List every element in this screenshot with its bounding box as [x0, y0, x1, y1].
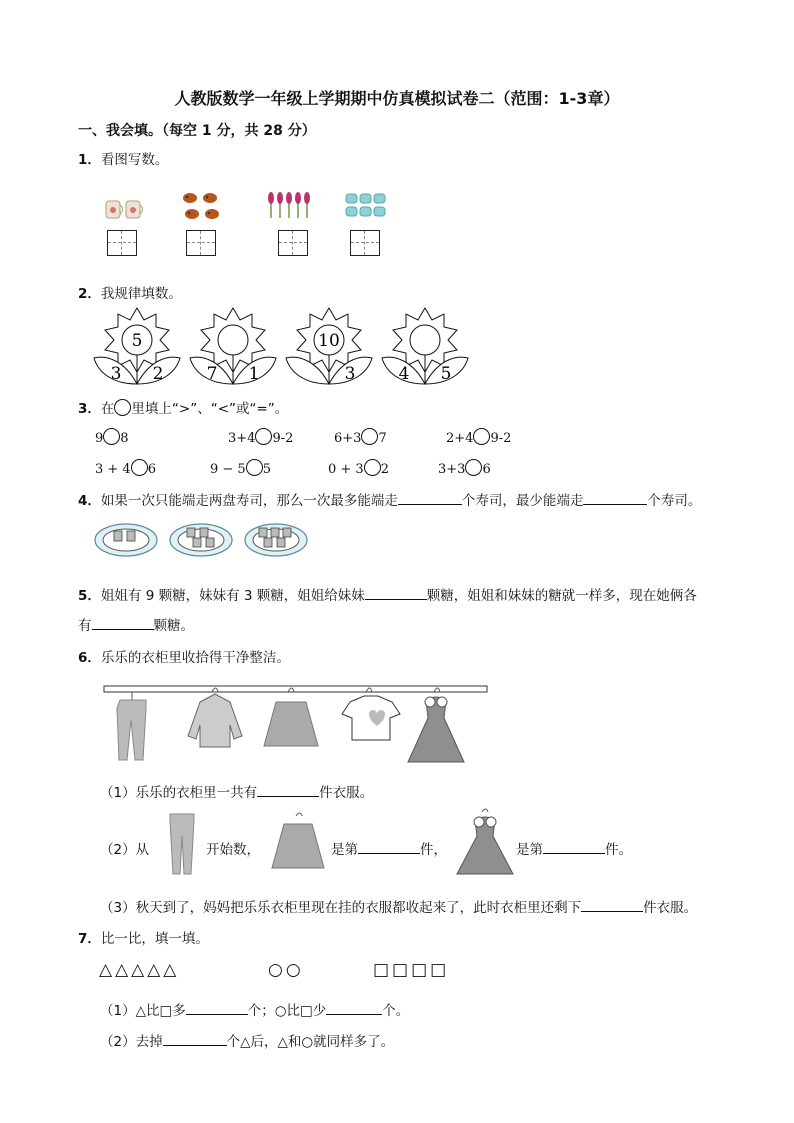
- pants-icon: [168, 812, 196, 876]
- compare-item: [334, 428, 387, 446]
- question-number: 1．: [78, 152, 101, 168]
- flower-right-number: 1: [248, 364, 260, 384]
- question-4: [78, 489, 701, 509]
- flower-right-number: 3: [344, 364, 356, 384]
- answer-blank[interactable]: [326, 1000, 382, 1015]
- coat-icon: [188, 688, 242, 747]
- question-2: [78, 282, 182, 302]
- answer-blank[interactable]: [583, 490, 647, 505]
- compare-circle[interactable]: [361, 428, 378, 445]
- compare-left: 9 − 5: [210, 462, 246, 477]
- question-5: [78, 584, 697, 604]
- section-heading: 一、我会填。（每空 1 分，共 28 分）: [78, 123, 316, 139]
- skirt-icon: [264, 688, 318, 746]
- question-text: 如果一次只能端走两盘寿司，那么一次最多能端走: [100, 493, 398, 509]
- compare-circle[interactable]: [131, 459, 148, 476]
- dress-icon: [456, 810, 514, 876]
- question-text: 颗糖。: [153, 618, 194, 634]
- question-number: 6．: [78, 650, 101, 666]
- question-text: 个寿司，最少能端走: [461, 493, 584, 509]
- compare-right: 7: [378, 431, 387, 446]
- flower-left-number: 4: [398, 364, 410, 384]
- triangles-row: △△△△△: [99, 960, 180, 980]
- answer-blank[interactable]: [163, 1031, 227, 1046]
- question-text: 看图写数。: [100, 152, 169, 168]
- question-text: 姐姐有 9 颗糖，妹妹有 3 颗糖，姐姐给妹妹: [100, 588, 365, 604]
- wardrobe-picture: [104, 680, 488, 772]
- question-text: （1）乐乐的衣柜里一共有: [100, 785, 258, 801]
- question-text: 个寿司。: [647, 493, 702, 509]
- question-6-part-2-skirt: 是第 件，: [331, 838, 447, 858]
- question-number: 5．: [78, 588, 101, 604]
- answer-blank[interactable]: [358, 839, 420, 854]
- question-text: 乐乐的衣柜里收拾得干净整洁。: [100, 650, 290, 666]
- answer-box[interactable]: [186, 230, 216, 256]
- compare-right: 6: [482, 462, 491, 477]
- sunflower-1: [92, 306, 182, 386]
- compare-item: [228, 428, 293, 446]
- question-1: [78, 148, 168, 168]
- answer-blank[interactable]: [398, 490, 462, 505]
- sunflower-3: [284, 306, 374, 386]
- compare-right: 6: [147, 462, 156, 477]
- answer-blank[interactable]: [581, 897, 643, 912]
- sushi-plates-picture: [94, 520, 308, 558]
- question-number: 7．: [78, 931, 101, 947]
- compare-circle[interactable]: [246, 459, 263, 476]
- dogs-picture: [180, 190, 224, 224]
- question-text: 里填上“>”、“<”或“=”。: [131, 401, 289, 417]
- flower-center-number: 5: [131, 331, 143, 351]
- question-number: 3．: [78, 401, 101, 417]
- question-7-part-2: （2）去掉 个△后，△和○就同样多了。: [100, 1030, 394, 1050]
- compare-circle[interactable]: [473, 428, 490, 445]
- sunflower-2: [188, 306, 278, 386]
- compare-circle[interactable]: [465, 459, 482, 476]
- compare-item: [328, 459, 389, 477]
- compare-right: 5: [262, 462, 271, 477]
- question-number: 2．: [78, 286, 101, 302]
- question-prefix: 在: [100, 401, 115, 417]
- answer-blank[interactable]: [543, 839, 605, 854]
- compare-right: 2: [380, 462, 389, 477]
- flower-left-number: 3: [110, 364, 122, 384]
- compare-item: [446, 428, 511, 446]
- mugs-picture: [344, 192, 396, 220]
- question-6-part-3: [100, 896, 697, 916]
- skirt-icon: [270, 814, 326, 872]
- answer-box[interactable]: [350, 230, 380, 256]
- compare-item: [210, 459, 271, 477]
- question-text: （3）秋天到了，妈妈把乐乐衣柜里现在挂的衣服都收起来了，此时衣柜里还剩下: [100, 900, 582, 916]
- compare-left: 3 + 4: [95, 462, 131, 477]
- page-title: 人教版数学一年级上学期期中仿真模拟试卷二（范围：1-3章）: [174, 89, 620, 108]
- answer-box[interactable]: [278, 230, 308, 256]
- compare-item: [95, 459, 156, 477]
- question-text: 件衣服。: [643, 900, 698, 916]
- compare-circle[interactable]: [103, 428, 120, 445]
- compare-left: 6+3: [334, 431, 362, 446]
- compare-left: 9: [95, 431, 104, 446]
- compare-item: [438, 459, 491, 477]
- question-6-part-2-dress: 是第 件。: [516, 838, 632, 858]
- question-7-part-1: （1）△比□多 个；○比□少 个。: [100, 999, 409, 1019]
- compare-right: 8: [120, 431, 129, 446]
- dress-icon: [408, 688, 464, 762]
- compare-left: 0 + 3: [328, 462, 364, 477]
- question-6-part-2-text: 开始数，: [206, 842, 260, 858]
- compare-right: 9-2: [490, 431, 512, 446]
- question-text: 颗糖，姐姐和妹妹的糖就一样多，现在她俩各: [426, 588, 697, 604]
- flower-right-number: 2: [152, 364, 164, 384]
- squares-row: □□□□: [373, 960, 450, 980]
- question-5-continued: [78, 614, 194, 634]
- question-6-part-2-label: （2）从: [100, 842, 150, 858]
- compare-circle[interactable]: [255, 428, 272, 445]
- answer-circle: [114, 399, 131, 416]
- question-text: 我规律填数。: [100, 286, 182, 302]
- question-text: 件衣服。: [319, 785, 374, 801]
- flower-right-number: 5: [440, 364, 452, 384]
- pants-icon: [117, 692, 146, 760]
- question-3: [78, 397, 288, 417]
- cups-picture: [104, 196, 148, 222]
- answer-blank[interactable]: [186, 1000, 248, 1015]
- compare-left: 3+4: [228, 431, 256, 446]
- question-6-part-1: [100, 781, 373, 801]
- circles-row: ○○: [268, 960, 304, 980]
- compare-left: 2+4: [446, 431, 474, 446]
- question-text: 比一比，填一填。: [100, 931, 209, 947]
- answer-blank[interactable]: [92, 615, 154, 630]
- compare-item: [95, 428, 129, 446]
- question-text: 有: [78, 618, 92, 634]
- shirt-icon: [342, 688, 400, 740]
- sunflower-4: [380, 306, 470, 386]
- flowers-picture: [266, 190, 316, 220]
- flower-center-number: 10: [318, 331, 340, 351]
- answer-box[interactable]: [107, 230, 137, 256]
- compare-circle[interactable]: [364, 459, 381, 476]
- compare-left: 3+3: [438, 462, 466, 477]
- flower-left-number: 7: [206, 364, 218, 384]
- answer-blank[interactable]: [365, 585, 427, 600]
- compare-right: 9-2: [272, 431, 294, 446]
- question-number: 4．: [78, 493, 101, 509]
- answer-blank[interactable]: [257, 782, 319, 797]
- question-7: [78, 927, 209, 947]
- question-6: [78, 646, 290, 666]
